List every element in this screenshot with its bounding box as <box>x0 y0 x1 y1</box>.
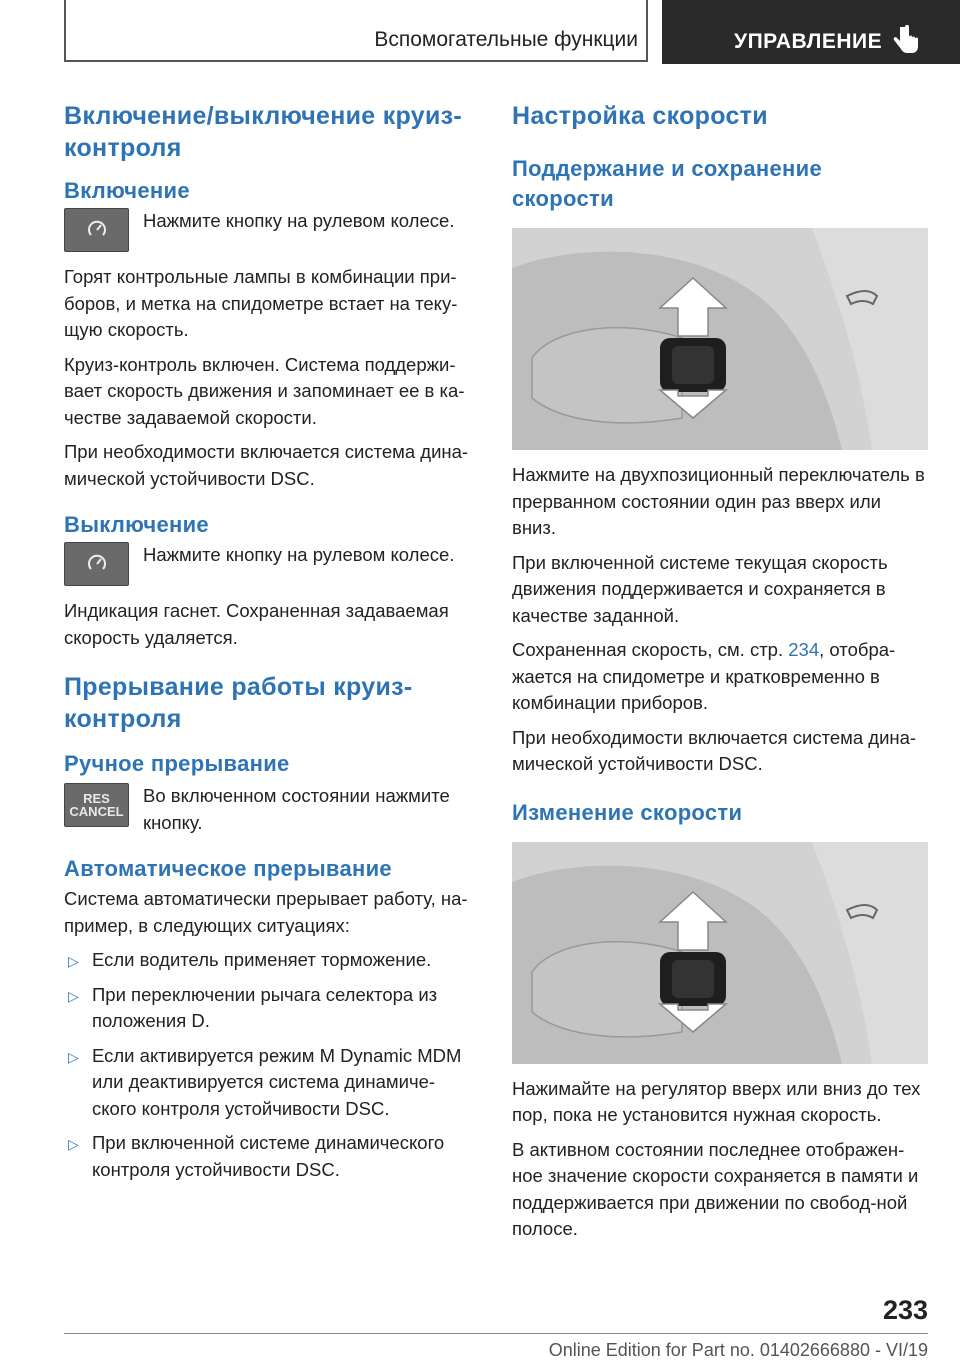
cruise-control-icon <box>86 219 108 241</box>
off-button-text: Нажмите кнопку на рулевом колесе. <box>143 544 455 565</box>
heading-speed-setting: Настройка скорости <box>512 102 768 130</box>
heading-manual-interrupt: Ручное прерывание <box>64 751 290 776</box>
cruise-button-image-off <box>64 542 129 586</box>
heading-cruise-on-off: Включение/выключение круиз-контроля <box>64 102 463 162</box>
heading-interrupt: Прерывание работы круиз-контроля <box>64 673 413 733</box>
heading-change-speed: Изменение скорости <box>512 799 743 825</box>
heading-auto-interrupt: Автоматическое прерывание <box>64 856 392 881</box>
list-item: ▷ При переключении рычага селектора из положения D. <box>68 983 438 1031</box>
hold-paragraph-4: При необходимости включается система дина-мической устойчивости DSC. <box>512 726 917 774</box>
on-paragraph-2: Круиз-контроль включен. Система поддержи-вает скорость движения и запоминает ее в ка-честве задаваемой скорости. <box>64 353 465 428</box>
footer-divider <box>64 1333 928 1334</box>
hold-paragraph-3: Сохраненная скорость, см. стр. 234, отобра-жается на спидометре и кратковременно в комбинации приборов. <box>512 639 896 713</box>
auto-interrupt-list <box>64 947 476 1183</box>
res-cancel-label: RES CANCEL <box>69 791 124 819</box>
triangle-bullet-icon: ▷ <box>68 987 79 1004</box>
header-section-title: Вспомогательные функции <box>374 28 638 51</box>
on-paragraph-3: При необходимости включается система дина-мической устойчивости DSC. <box>64 441 469 489</box>
manual-button-row <box>64 783 476 836</box>
list-item: ▷ При включенной системе динамического контроля устойчивости DSC. <box>68 1132 445 1180</box>
off-paragraph-1: Индикация гаснет. Сохраненная задаваемая скорость удаляется. <box>64 600 449 648</box>
hold-paragraph-1: Нажмите на двухпозиционный переключатель в прерванном состоянии один раз вверх или вниз. <box>512 464 925 538</box>
footer-edition: Online Edition for Part no. 01402666880 - VI/19 <box>548 1340 928 1360</box>
page-number: 233 <box>882 1295 928 1325</box>
change-paragraph-2: В активном состоянии последнее отображен-ное значение скорости сохраняется в памяти и поддерживается при движении по свобод-ной полосе. <box>512 1138 919 1239</box>
list-item: ▷ Если водитель применяет торможение. <box>64 947 476 974</box>
steering-wheel-switch-illustration <box>512 842 928 1064</box>
res-cancel-button-image <box>64 783 129 827</box>
left-column <box>64 100 476 1183</box>
steering-wheel-photo-2 <box>512 842 928 1064</box>
on-button-text: Нажмите кнопку на рулевом колесе. <box>143 210 455 231</box>
on-button-row <box>64 208 476 252</box>
on-paragraph-1: Горят контрольные лампы в комбинации при-боров, и метка на спидометре встает на теку-щую скорость. <box>64 266 458 340</box>
cruise-control-icon <box>86 553 108 575</box>
change-paragraph-1: Нажимайте на регулятор вверх или вниз до тех пор, пока не установится нужная скорость. <box>512 1077 921 1125</box>
heading-switch-on: Включение <box>64 178 190 203</box>
triangle-bullet-icon: ▷ <box>68 1136 79 1152</box>
manual-text: Во включенном состоянии нажмите кнопку. <box>143 785 450 833</box>
heading-hold-speed: Поддержание и сохранение скорости <box>512 156 822 211</box>
hold-paragraph-2: При включенной системе текущая скорость движения поддерживается и сохраняется в качестве заданной. <box>512 551 888 626</box>
right-column <box>512 100 928 1243</box>
triangle-bullet-icon: ▷ <box>68 953 79 969</box>
list-item: ▷ Если активируется режим M Dynamic MDM или деактивируется система динамиче-ского контроля устойчивости DSC. <box>68 1044 462 1119</box>
triangle-bullet-icon: ▷ <box>68 1048 79 1065</box>
auto-paragraph-1: Система автоматически прерывает работу, на-пример, в следующих ситуациях: <box>64 888 468 936</box>
off-button-row <box>64 542 476 586</box>
header-chapter-label: УПРАВЛЕНИЕ <box>734 30 883 53</box>
steering-wheel-photo-1 <box>512 228 928 450</box>
hand-pointer-icon <box>893 25 919 55</box>
page-link-234[interactable]: 234 <box>788 639 820 660</box>
steering-wheel-switch-illustration <box>512 228 928 450</box>
cruise-button-image <box>64 208 129 252</box>
heading-switch-off: Выключение <box>64 512 209 537</box>
